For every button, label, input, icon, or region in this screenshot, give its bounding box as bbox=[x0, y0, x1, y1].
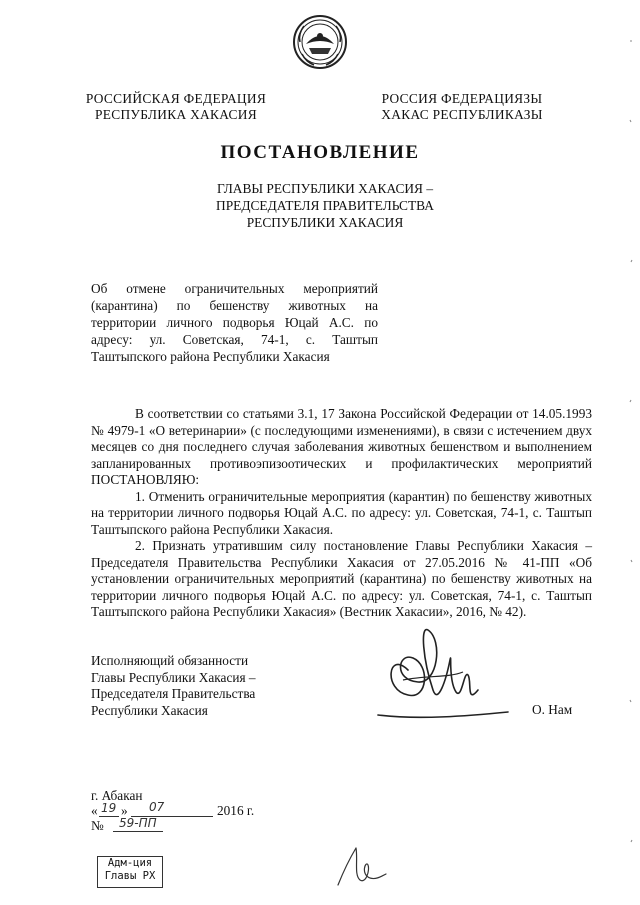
body-preamble: В соответствии со статьями 3.1, 17 Закона Российской Федерации от 14.05.1993 № 4979-1 «О ветеринарии» (с последующими изменениями), в связи с истечением двух месяцев со дня последнего случая заболевания животных бешенством и выполнением запланированных противоэпизоотических и профилактических мероприятий ПОСТАНОВЛЯЮ: bbox=[91, 406, 592, 487]
number-value: 59-ПП bbox=[119, 816, 157, 830]
header-left bbox=[84, 91, 268, 123]
handwritten-initial bbox=[330, 830, 390, 890]
date-quote-close: » bbox=[121, 803, 128, 818]
document-place: г. Абакан bbox=[91, 788, 143, 803]
date-month: 07 bbox=[149, 800, 165, 814]
registry-stamp bbox=[97, 856, 163, 888]
subtitle-line2: ПРЕДСЕДАТЕЛЯ ПРАВИТЕЛЬСТВА bbox=[216, 198, 434, 213]
signer-name: О. Нам bbox=[532, 702, 573, 717]
handwritten-signature bbox=[368, 620, 518, 730]
header-right-line2: ХАКАС РЕСПУБЛИКАЗЫ bbox=[381, 107, 543, 122]
document-number bbox=[91, 818, 211, 836]
document-subtitle bbox=[180, 180, 470, 231]
coat-of-arms-icon bbox=[292, 14, 348, 70]
date-day: 19 bbox=[101, 801, 117, 815]
subtitle-line3: РЕСПУБЛИКИ ХАКАСИЯ bbox=[246, 215, 404, 230]
signature-line4: Республики Хакасия bbox=[91, 702, 208, 718]
header-left-line2: РЕСПУБЛИКА ХАКАСИЯ bbox=[95, 107, 257, 122]
body-item-1: 1. Отменить ограничительные мероприятия (карантин) по бешенству животных на территории личного подворья Юцай А.С. по адресу: ул. Советская, 74-1, с. Таштып Таштыпского района Республики Хакасия. bbox=[91, 488, 592, 537]
header-right-line1: РОССИЯ ФЕДЕРАЦИЯЗЫ bbox=[381, 91, 543, 106]
signature-line3: Председателя Правительства bbox=[91, 686, 256, 701]
stamp-line1: Адм-ция bbox=[107, 857, 153, 869]
document-body bbox=[91, 406, 592, 621]
date-year: 2016 г. bbox=[217, 803, 255, 818]
scan-edge bbox=[626, 0, 636, 905]
body-item-2: 2. Признать утратившим силу постановление Главы Республики Хакасия – Председателя Правительства Республики Хакасия от 27.05.2016 № 41-ПП «Об установлении ограничительных мероприятий (карантина) по бешенству животных на территории личного подворья Юцай А.С. по адресу: ул. Советская, 74-1, с. Таштып Таштыпского района Республики Хакасия» (Вестник Хакасии», 2016, № 42). bbox=[91, 538, 592, 619]
signature-title bbox=[91, 653, 291, 719]
number-prefix: № bbox=[91, 818, 104, 833]
document-subject: Об отмене ограничительных мероприятий (карантина) по бешенству животных на территории личного подворья Юцай А.С. по адресу: ул. Советская, 74-1, с. Таштып Таштыпского района Республики Хакасия bbox=[91, 281, 378, 364]
header-right bbox=[374, 91, 550, 123]
header-left-line1: РОССИЙСКАЯ ФЕДЕРАЦИЯ bbox=[85, 91, 267, 106]
document-title: ПОСТАНОВЛЕНИЕ bbox=[220, 142, 420, 163]
signature-line1: Исполняющий обязанности bbox=[91, 653, 249, 668]
stamp-line2: Главы РХ bbox=[104, 870, 156, 882]
signature-line2: Главы Республики Хакасия – bbox=[91, 669, 256, 685]
date-quote-open: « bbox=[91, 803, 98, 818]
subtitle-line1: ГЛАВЫ РЕСПУБЛИКИ ХАКАСИЯ – bbox=[216, 181, 434, 196]
